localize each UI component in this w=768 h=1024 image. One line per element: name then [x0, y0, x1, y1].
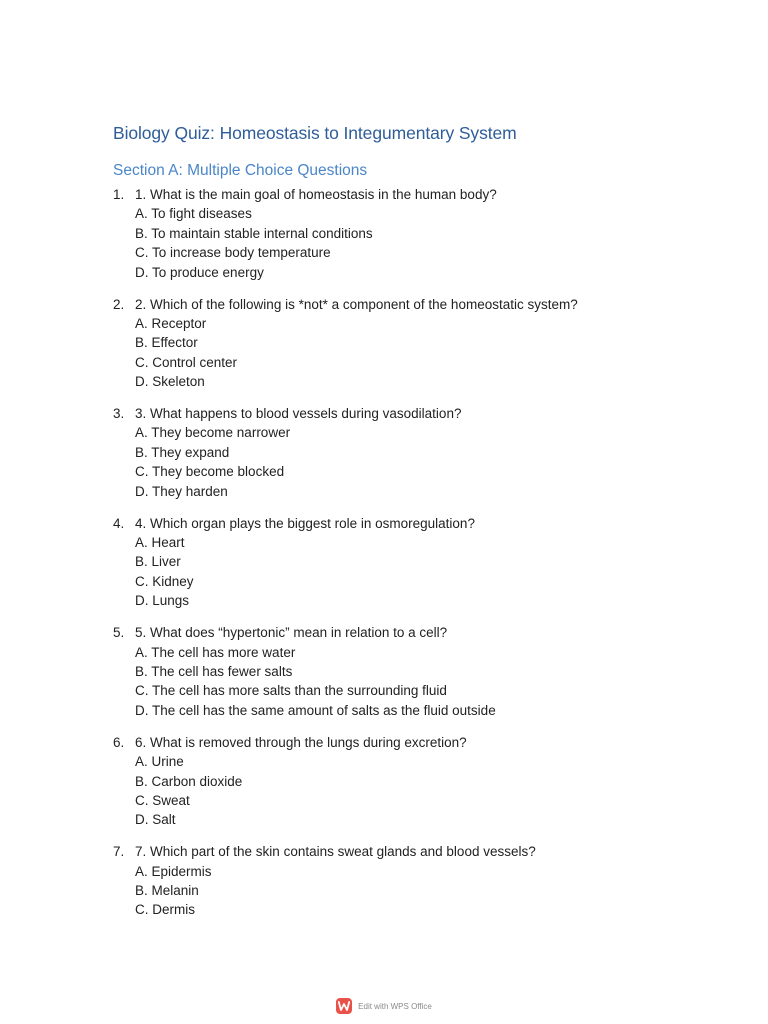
answer-option: A. Heart: [135, 535, 185, 551]
answer-option: A. Receptor: [135, 315, 207, 331]
answer-option: B. Melanin: [135, 883, 199, 899]
answer-option: C. The cell has more salts than the surrounding fluid: [135, 683, 447, 699]
question-item: [113, 295, 733, 392]
wps-footer-text[interactable]: Edit with WPS Office: [358, 1001, 432, 1011]
question-text: 1. What is the main goal of homeostasis in the human body?: [135, 187, 497, 202]
question-text: 3. What happens to blood vessels during vasodilation?: [135, 406, 462, 422]
answer-option: A. Epidermis: [135, 863, 212, 879]
question-number: 5.: [113, 625, 125, 641]
answer-option: D. They harden: [135, 483, 228, 499]
question-item: [113, 185, 733, 282]
answer-options: [113, 204, 733, 282]
question-item: [113, 404, 733, 501]
question-list: [113, 185, 733, 932]
section-title: Section A: Multiple Choice Questions: [113, 162, 368, 179]
question-text: 7. Which part of the skin contains sweat glands and blood vessels?: [135, 844, 536, 860]
question-item: [113, 514, 733, 611]
answer-option: A. To fight diseases: [135, 206, 252, 222]
wps-footer[interactable]: [0, 996, 768, 1016]
wps-office-logo-icon[interactable]: [336, 998, 352, 1014]
answer-option: D. Skeleton: [135, 374, 205, 390]
answer-option: D. The cell has the same amount of salts as the fluid outside: [135, 702, 496, 718]
question-number: 4.: [113, 515, 125, 531]
answer-option: B. To maintain stable internal conditions: [135, 225, 373, 241]
answer-option: C. To increase body temperature: [135, 245, 331, 261]
answer-option: C. They become blocked: [135, 464, 285, 480]
question-text: 5. What does “hypertonic” mean in relation to a cell?: [135, 625, 448, 641]
answer-options: [113, 314, 733, 392]
question-number: 2.: [113, 296, 125, 312]
answer-options: [113, 752, 733, 830]
answer-options: [113, 533, 733, 611]
answer-option: B. Effector: [135, 335, 198, 351]
answer-options: [113, 862, 733, 920]
answer-options: [113, 643, 733, 721]
answer-option: B. The cell has fewer salts: [135, 663, 293, 679]
document-title: Biology Quiz: Homeostasis to Integumentary System: [113, 123, 517, 143]
answer-option: B. Carbon dioxide: [135, 773, 243, 789]
answer-option: A. They become narrower: [135, 425, 291, 441]
answer-option: B. Liver: [135, 554, 181, 570]
answer-option: B. They expand: [135, 444, 230, 460]
question-number: 3.: [113, 406, 125, 422]
wps-w-glyph-icon: [338, 1001, 350, 1011]
answer-option: A. The cell has more water: [135, 644, 296, 660]
answer-option: A. Urine: [135, 754, 184, 770]
question-text: 4. Which organ plays the biggest role in osmoregulation?: [135, 515, 475, 531]
question-item: [113, 733, 733, 830]
answer-option: C. Kidney: [135, 573, 194, 589]
answer-options: [113, 423, 733, 501]
question-number: 6.: [113, 734, 125, 750]
question-item: [113, 623, 733, 720]
question-number: 1.: [113, 187, 125, 202]
answer-option: C. Control center: [135, 354, 238, 370]
question-text: 6. What is removed through the lungs during excretion?: [135, 734, 467, 750]
answer-option: D. Lungs: [135, 593, 190, 609]
answer-option: C. Sweat: [135, 792, 190, 808]
answer-option: D. Salt: [135, 812, 176, 828]
answer-option: D. To produce energy: [135, 264, 264, 280]
question-number: 7.: [113, 844, 125, 860]
question-item: [113, 842, 733, 920]
answer-option: C. Dermis: [135, 902, 195, 918]
question-text: 2. Which of the following is *not* a component of the homeostatic system?: [135, 296, 578, 312]
